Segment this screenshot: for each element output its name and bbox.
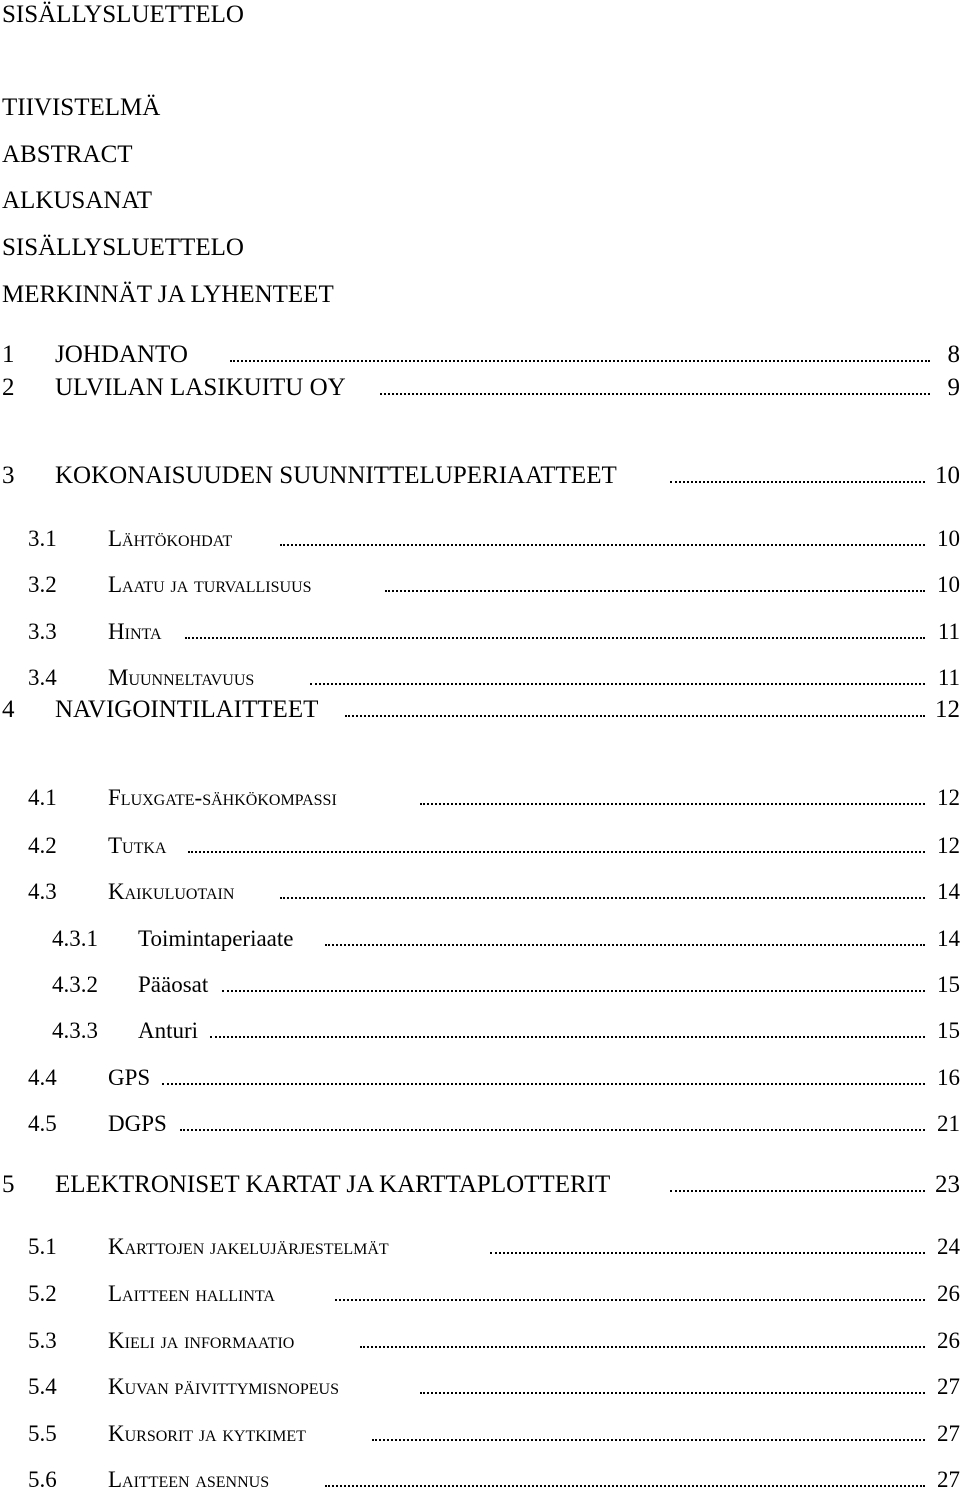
toc-number: 5.6 [28, 1465, 57, 1495]
toc-page-number: 12 [934, 783, 960, 813]
toc-number: 5.4 [28, 1372, 57, 1402]
toc-page-number: 14 [934, 924, 960, 954]
toc-entry-3-1 [0, 524, 960, 554]
toc-number: 4.3 [28, 877, 57, 907]
toc-page-number: 11 [935, 663, 960, 693]
toc-label: Toimintaperiaate [138, 924, 297, 954]
toc-number: 4 [2, 695, 15, 725]
toc-page-number: 27 [934, 1419, 960, 1449]
toc-label: Lähtökohdat [108, 524, 235, 554]
toc-page-number: 9 [945, 373, 960, 403]
toc-label: Muunneltavuus [108, 663, 257, 693]
dot-leader [420, 1372, 925, 1402]
toc-number: 3.4 [28, 663, 57, 693]
toc-entry-4-1 [0, 783, 960, 813]
toc-page-number: 16 [934, 1063, 960, 1093]
toc-label: DGPS [108, 1109, 170, 1139]
front-matter-alkusanat: ALKUSANAT [2, 186, 152, 216]
dot-leader [345, 695, 925, 725]
toc-number: 4.5 [28, 1109, 57, 1139]
toc-entry-2 [0, 373, 960, 403]
toc-entry-5-2 [0, 1279, 960, 1309]
dot-leader [372, 1419, 925, 1449]
dot-leader [188, 831, 925, 861]
dot-leader [230, 340, 930, 370]
toc-entry-3-3 [0, 617, 960, 647]
toc-number: 4.3.2 [52, 970, 98, 1000]
dot-leader [380, 373, 930, 403]
toc-entry-3-2 [0, 570, 960, 600]
dot-leader [335, 1279, 925, 1309]
toc-page-number: 15 [934, 970, 960, 1000]
toc-number: 5.1 [28, 1232, 57, 1262]
toc-label: NAVIGOINTILAITTEET [55, 695, 321, 725]
toc-page-number: 10 [934, 524, 960, 554]
dot-leader [280, 877, 925, 907]
front-matter-tiivistelma: TIIVISTELMÄ [2, 93, 160, 123]
toc-number: 3 [2, 461, 15, 491]
toc-entry-5-3 [0, 1326, 960, 1356]
toc-number: 4.2 [28, 831, 57, 861]
toc-entry-5 [0, 1170, 960, 1200]
toc-label: Pääosat [138, 970, 211, 1000]
dot-leader [385, 570, 925, 600]
front-matter-merkinnat: MERKINNÄT JA LYHENTEET [2, 280, 334, 310]
toc-entry-3-4 [0, 663, 960, 693]
toc-page-number: 23 [932, 1170, 960, 1200]
toc-page-number: 26 [934, 1326, 960, 1356]
toc-entry-5-1 [0, 1232, 960, 1262]
dot-leader [360, 1326, 925, 1356]
toc-entry-3 [0, 461, 960, 491]
dot-leader [420, 783, 925, 813]
toc-label: Tutka [108, 831, 170, 861]
toc-page-number: 27 [934, 1465, 960, 1495]
toc-label: Kieli ja informaatio [108, 1326, 297, 1356]
toc-label: Laatu ja turvallisuus [108, 570, 315, 600]
toc-entry-5-4 [0, 1372, 960, 1402]
toc-label: Kuvan päivittymisnopeus [108, 1372, 342, 1402]
dot-leader [162, 1063, 925, 1093]
toc-entry-5-5 [0, 1419, 960, 1449]
toc-number: 4.4 [28, 1063, 57, 1093]
toc-label: Kaikuluotain [108, 877, 237, 907]
dot-leader [670, 461, 925, 491]
toc-page-number: 12 [934, 831, 960, 861]
toc-number: 1 [2, 340, 15, 370]
dot-leader [325, 924, 925, 954]
toc-entry-1 [0, 340, 960, 370]
toc-number: 4.3.3 [52, 1016, 98, 1046]
dot-leader [222, 970, 925, 1000]
page-title: SISÄLLYSLUETTELO [2, 0, 244, 30]
toc-page-number: 24 [934, 1232, 960, 1262]
dot-leader [670, 1170, 925, 1200]
toc-number: 5 [2, 1170, 15, 1200]
toc-page-number: 14 [934, 877, 960, 907]
toc-entry-4-3-3 [0, 1016, 960, 1046]
toc-number: 4.1 [28, 783, 57, 813]
dot-leader [310, 663, 925, 693]
toc-label: Anturi [138, 1016, 201, 1046]
dot-leader [280, 524, 925, 554]
toc-label: Laitteen asennus [108, 1465, 272, 1495]
toc-entry-4-2 [0, 831, 960, 861]
toc-number: 5.3 [28, 1326, 57, 1356]
front-matter-abstract: ABSTRACT [2, 140, 133, 170]
toc-page-number: 11 [935, 617, 960, 647]
toc-label: GPS [108, 1063, 153, 1093]
toc-label: KOKONAISUUDEN SUUNNITTELUPERIAATTEET [55, 461, 620, 491]
toc-page-number: 10 [934, 570, 960, 600]
toc-number: 3.2 [28, 570, 57, 600]
dot-leader [490, 1232, 925, 1262]
toc-number: 3.3 [28, 617, 57, 647]
toc-label: JOHDANTO [55, 340, 191, 370]
toc-label: ULVILAN LASIKUITU OY [55, 373, 349, 403]
toc-number: 5.2 [28, 1279, 57, 1309]
toc-entry-4-3 [0, 877, 960, 907]
toc-entry-4-5 [0, 1109, 960, 1139]
toc-page-number: 10 [932, 461, 960, 491]
toc-number: 4.3.1 [52, 924, 98, 954]
toc-entry-5-6 [0, 1465, 960, 1495]
toc-label: Hinta [108, 617, 165, 647]
toc-number: 3.1 [28, 524, 57, 554]
dot-leader [210, 1016, 925, 1046]
toc-label: Fluxgate-sähkökompassi [108, 783, 340, 813]
dot-leader [325, 1465, 925, 1495]
dot-leader [185, 617, 925, 647]
toc-page-number: 8 [945, 340, 960, 370]
toc-number: 2 [2, 373, 15, 403]
toc-label: Karttojen jakelujärjestelmät [108, 1232, 392, 1262]
front-matter-sisallysluettelo: SISÄLLYSLUETTELO [2, 233, 244, 263]
toc-page-number: 12 [932, 695, 960, 725]
toc-entry-4 [0, 695, 960, 725]
dot-leader [180, 1109, 925, 1139]
toc-page-number: 27 [934, 1372, 960, 1402]
toc-entry-4-3-1 [0, 924, 960, 954]
toc-label: ELEKTRONISET KARTAT JA KARTTAPLOTTERIT [55, 1170, 613, 1200]
toc-entry-4-4 [0, 1063, 960, 1093]
toc-label: Laitteen hallinta [108, 1279, 278, 1309]
toc-label: Kursorit ja kytkimet [108, 1419, 309, 1449]
toc-page-number: 26 [934, 1279, 960, 1309]
toc-entry-4-3-2 [0, 970, 960, 1000]
toc-page-number: 21 [934, 1109, 960, 1139]
toc-number: 5.5 [28, 1419, 57, 1449]
toc-page-number: 15 [934, 1016, 960, 1046]
